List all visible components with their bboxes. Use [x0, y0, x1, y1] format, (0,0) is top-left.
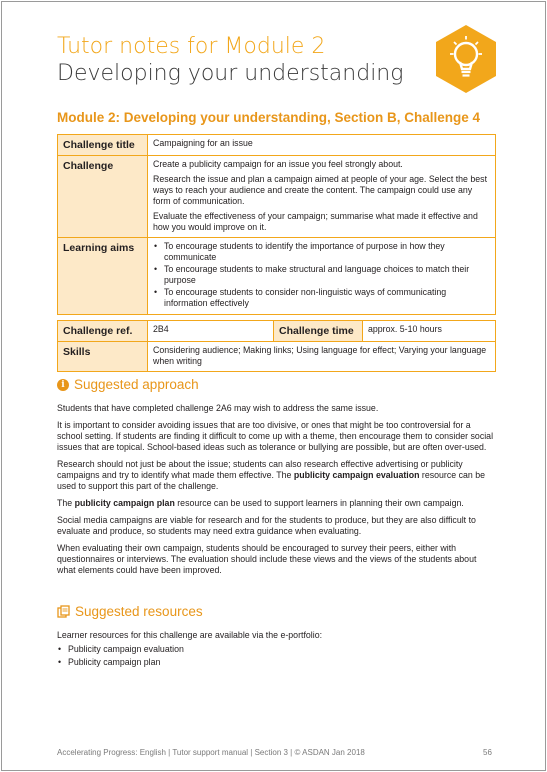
- page-subtitle: Developing your understanding: [57, 61, 404, 86]
- suggested-approach-body: [57, 403, 497, 582]
- challenge-paragraph: Evaluate the effectiveness of your campaign; summarise what made it effective and how you would improve on it.: [153, 211, 478, 232]
- suggested-resources-body: [57, 630, 497, 670]
- challenge-title-value: Campaigning for an issue: [148, 135, 496, 156]
- skills-value: Considering audience; Making links; Using language for effect; Varying your language when writing: [148, 342, 496, 372]
- list-item: • Publicity campaign evaluation: [57, 644, 497, 655]
- challenge-description: [148, 156, 496, 238]
- challenge-ref-value: 2B4: [148, 321, 274, 342]
- list-item: • To encourage students to identify the importance of purpose in how they communicate: [153, 241, 490, 263]
- challenge-ref-table: [57, 320, 496, 372]
- suggested-approach-label: Suggested approach: [74, 377, 199, 392]
- page-number: 56: [483, 748, 492, 757]
- suggested-approach-heading: [57, 377, 199, 392]
- suggested-resources-label: Suggested resources: [75, 604, 203, 619]
- resources-intro: Learner resources for this challenge are available via the e-portfolio:: [57, 630, 323, 640]
- table-row: [58, 342, 496, 372]
- challenge-table: [57, 134, 496, 315]
- table-row: [58, 135, 496, 156]
- challenge-title-label: Challenge title: [58, 135, 148, 156]
- footer: Accelerating Progress: English | Tutor support manual | Section 3 | © ASDAN Jan 2018: [57, 748, 365, 757]
- learning-aims-label: Learning aims: [58, 238, 148, 315]
- skills-label: Skills: [58, 342, 148, 372]
- table-row: [58, 156, 496, 238]
- document-page: [1, 1, 546, 771]
- list-item: • Publicity campaign plan: [57, 657, 497, 668]
- suggested-resources-heading: [57, 604, 203, 619]
- page-title: Tutor notes for Module 2: [57, 34, 326, 59]
- paragraph: Social media campaigns are viable for research and for the students to produce, but they are also difficult to evaluate and produce, so students may need extra guidance when evaluating.: [57, 515, 476, 536]
- lightbulb-icon: [435, 24, 497, 94]
- table-row: [58, 321, 496, 342]
- challenge-ref-label: Challenge ref.: [58, 321, 148, 342]
- paragraph: Research should not just be about the issue; students can also research effective advertising or publicity campaigns and try to identify what made them effective. The publicity campaign evaluation resource can be used to support this part of the challenge.: [57, 459, 486, 491]
- challenge-time-label: Challenge time: [274, 321, 363, 342]
- resource-name: publicity campaign plan: [74, 498, 175, 508]
- challenge-time-value: approx. 5-10 hours: [363, 321, 496, 342]
- challenge-label: Challenge: [58, 156, 148, 238]
- documents-icon: [57, 605, 70, 618]
- learning-aims: [148, 238, 496, 315]
- table-row: [58, 238, 496, 315]
- info-icon: i: [57, 379, 69, 391]
- paragraph: It is important to consider avoiding issues that are too divisive, or ones that might be too controversial for a school setting. If students are finding it difficult to come up with a theme, then encourage them to consider social issues that are topical. School-based ideas such as tolerance or bullying are possible, but are often over-used.: [57, 420, 494, 452]
- section-title: Module 2: Developing your understanding, Section B, Challenge 4: [57, 110, 481, 125]
- resource-name: publicity campaign evaluation: [293, 470, 420, 480]
- challenge-paragraph: Create a publicity campaign for an issue you feel strongly about.: [153, 159, 403, 169]
- list-item: • To encourage students to make structural and language choices to match their purpose: [153, 264, 490, 286]
- challenge-paragraph: Research the issue and plan a campaign aimed at people of your age. Select the best ways to reach your audience and create the content. The campaign could use any form of communication.: [153, 174, 488, 206]
- list-item: • To encourage students to consider non-linguistic ways of communicating information effectively: [153, 287, 490, 309]
- paragraph: When evaluating their own campaign, students should be encouraged to survey their peers, either with questionnaires or interviews. The evaluation should include these views and the views of the students about what elements could have been improved.: [57, 543, 477, 575]
- paragraph: The publicity campaign plan resource can be used to support learners in planning their own campaign.: [57, 498, 464, 508]
- paragraph: Students that have completed challenge 2A6 may wish to address the same issue.: [57, 403, 379, 413]
